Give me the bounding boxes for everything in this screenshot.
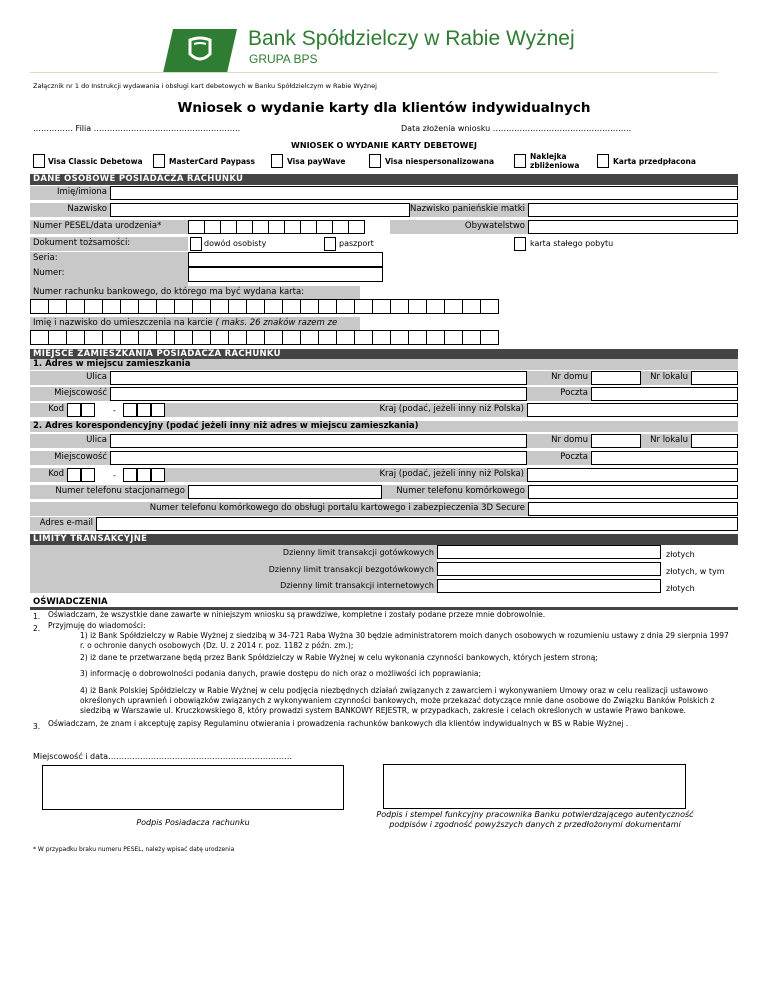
flat2-input[interactable] [691,434,738,448]
number-label: Numer: [30,267,188,282]
account-digit-cell[interactable] [84,299,103,314]
limit-cash-label: Dzienny limit transakcji gotówkowych [282,548,434,557]
first-name-label: Imię/imiona [30,186,110,200]
statement-1: Oświadczam, że wszystkie dane zawarte w niniejszym wniosku są prawdziwe, kompletne i zostały podane przeze mnie dobrowolnie. [48,610,546,619]
account-digit-cell[interactable] [408,299,427,314]
residence-card-checkbox[interactable] [514,237,526,251]
series-input[interactable] [188,252,383,267]
pesel-cell[interactable] [284,220,301,234]
code2-cell-4[interactable] [137,468,151,482]
maiden-name-input[interactable] [528,203,738,217]
section-residence: MIEJSCE ZAMIESZKANIA POSIADACZA RACHUNKU [30,349,738,360]
mobile-input[interactable] [528,485,738,499]
bank-group: GRUPA BPS [249,52,318,66]
attachment-note: Załącznik nr 1 do Instrukcji wydawania i obsługi kart debetowych w Banku Spółdzielczym w Rabie Wyżnej [33,82,377,90]
series-label: Seria: [30,252,188,267]
surname-input[interactable] [110,203,410,217]
footnote: * W przypadku braku numeru PESEL, należy wpisać datę urodzenia [33,846,235,853]
account-digit-cell[interactable] [192,299,211,314]
account-digit-cell[interactable] [246,299,265,314]
pesel-cell[interactable] [332,220,349,234]
code1-cell-1[interactable] [67,403,81,417]
holder-signature-box[interactable] [42,765,344,810]
visa-paywave-label: Visa payWave [287,157,346,166]
pesel-cell[interactable] [316,220,333,234]
account-digit-cell[interactable] [156,299,175,314]
statement-1-num: 1. [33,612,41,621]
account-digit-cell[interactable] [138,299,157,314]
section-statements: OŚWIADCZENIA [33,597,108,607]
city2-input[interactable] [110,451,527,465]
account-digit-cell[interactable] [354,299,373,314]
id-card-label: dowód osobisty [204,239,267,248]
card-name-char-cell[interactable] [318,330,337,345]
limit-internet-label: Dzienny limit transakcji internetowych [280,581,434,590]
code1-label: Kod [30,403,67,417]
card-name-char-cell[interactable] [30,330,49,345]
pesel-cell[interactable] [204,220,221,234]
card-name-char-cell[interactable] [444,330,463,345]
post2-input[interactable] [591,451,738,465]
passport-label: paszport [339,239,374,248]
city1-input[interactable] [110,387,527,401]
visa-classic-label: Visa Classic Debetowa [48,157,143,166]
card-name-char-cell[interactable] [138,330,157,345]
limit-cash-input[interactable] [437,545,661,559]
account-digit-cell[interactable] [372,299,391,314]
account-digit-cell[interactable] [210,299,229,314]
email-input[interactable] [96,517,738,531]
sticker-checkbox[interactable] [514,154,526,168]
flat2-label: Nr lokalu [641,434,691,448]
card-name-hint: ( maks. 26 znaków razem ze [215,318,338,328]
limit-cashless-input[interactable] [437,562,661,576]
account-digit-cell[interactable] [102,299,121,314]
code2-label: Kod [30,468,67,482]
pesel-cell[interactable] [252,220,269,234]
pesel-cell[interactable] [220,220,237,234]
passport-checkbox[interactable] [324,237,336,251]
code1-cell-2[interactable] [81,403,95,417]
mastercard-label: MasterCard Paypass [169,157,255,166]
card-name-char-cell[interactable] [120,330,139,345]
landline-input[interactable] [188,485,382,499]
card-name-char-cell[interactable] [354,330,373,345]
number-input[interactable] [188,267,383,282]
account-digit-cell[interactable] [462,299,481,314]
surname-label: Nazwisko [30,203,110,217]
account-digit-cell[interactable] [480,299,499,314]
limit-internet-unit: złotych [666,584,695,593]
card-name-char-cell[interactable] [192,330,211,345]
prepaid-checkbox[interactable] [597,154,609,168]
house2-label: Nr domu [527,434,591,448]
house1-input[interactable] [591,371,641,385]
card-name-char-cell[interactable] [282,330,301,345]
landline-label: Numer telefonu stacjonarnego [30,485,188,499]
citizenship-label: Obywatelstwo [390,220,528,234]
statement-2-1: 1) iż Bank Spółdzielczy w Rabie Wyżnej z siedzibą w 34-721 Raba Wyżna 30 będzie administratorem moich danych osobowych w rozumieniu ustawy z dnia 29 sierpnia 1997 r. o ochronie danych osobowych (Dz. U. z 2014 r. poz. 1182 z późn. zm.); [80,631,729,650]
bank-signature-box[interactable] [383,764,686,809]
post1-input[interactable] [591,387,738,401]
house1-label: Nr domu [527,371,591,385]
pesel-cell[interactable] [188,220,205,234]
mobile-label: Numer telefonu komórkowego [382,485,528,499]
card-name-char-cell[interactable] [408,330,427,345]
street1-input[interactable] [110,371,527,385]
visa-nonpersonal-checkbox[interactable] [369,154,381,168]
residence-card-label: karta stałego pobytu [530,239,614,248]
pesel-cell[interactable] [236,220,253,234]
statement-3-num: 3. [33,722,41,731]
account-digit-cell[interactable] [426,299,445,314]
account-digit-cell[interactable] [282,299,301,314]
prepaid-label: Karta przedpłacona [613,157,696,166]
account-digit-cell[interactable] [390,299,409,314]
statement-2-3: 3) informację o dobrowolności podania danych, prawie dostępu do nich oraz o możliwości ich poprawiania; [80,669,482,678]
code1-cell-4[interactable] [137,403,151,417]
card-name-char-cell[interactable] [390,330,409,345]
street1-label: Ulica [30,371,110,385]
card-name-char-cell[interactable] [174,330,193,345]
pesel-label: Numer PESEL/data urodzenia* [30,220,188,234]
account-digit-cell[interactable] [48,299,67,314]
city2-label: Miejscowość [30,451,110,465]
card-name-label-text: Imię i nazwisko do umieszczenia na karcie [33,318,213,328]
code2-cell-3[interactable] [123,468,137,482]
date-line[interactable]: Data złożenia wniosku ……………………………………………. [401,124,632,133]
code2-cell-1[interactable] [67,468,81,482]
card-name-char-cell[interactable] [264,330,283,345]
bank-signature-label: Podpis i stempel funkcyjny pracownika Banku potwierdzającego autentyczność podpisów i zgodność powyższych danych z przedłożonymi dokumentami [376,810,694,829]
bank-name: Bank Spółdzielczy w Rabie Wyżnej [248,27,575,50]
code2-cell-5[interactable] [151,468,165,482]
holder-signature-label: Podpis Posiadacza rachunku [136,818,250,827]
card-name-char-cell[interactable] [426,330,445,345]
section-personal-data: DANE OSOBOWE POSIADACZA RACHUNKU [30,174,738,185]
limit-internet-input[interactable] [437,579,661,593]
code2-cell-2[interactable] [81,468,95,482]
card-name-char-cell[interactable] [246,330,265,345]
id-document-label: Dokument tożsamości: [30,237,188,251]
account-digit-cell[interactable] [444,299,463,314]
limit-cashless-label: Dzienny limit transakcji bezgotówkowych [268,565,434,574]
address1-heading: 1. Adres w miejscu zamieszkania [30,359,738,370]
city1-label: Miejscowość [30,387,110,401]
citizenship-input[interactable] [528,220,738,234]
account-digit-cell[interactable] [174,299,193,314]
country2-input[interactable] [527,468,738,482]
filia-line[interactable]: …………… Filia ………………………………………………. [33,124,241,133]
visa-nonpersonal-label: Visa niespersonalizowana [385,157,495,166]
card-name-char-cell[interactable] [372,330,391,345]
statement-2-2: 2) iż dane te przetwarzane będą przez Bank Spółdzielczy w Rabie Wyżnej w celu wykonania czynności bankowych, których jestem stroną; [80,653,598,662]
house2-input[interactable] [591,434,641,448]
country2-label: Kraj (podać, jeżeli inny niż Polska) [165,468,527,482]
visa-paywave-checkbox[interactable] [271,154,283,168]
account-digit-cell[interactable] [30,299,49,314]
sticker-label: Naklejka zbliżeniowa [530,152,580,170]
account-digit-cell[interactable] [318,299,337,314]
code1-cell-5[interactable] [151,403,165,417]
flat1-input[interactable] [691,371,738,385]
visa-classic-checkbox[interactable] [33,154,45,168]
id-card-checkbox[interactable] [190,237,202,251]
post2-label: Poczta [527,451,591,465]
bank-logo [163,27,237,75]
statement-2-num: 2. [33,624,41,633]
card-name-char-cell[interactable] [102,330,121,345]
email-label: Adres e-mail [30,517,96,531]
mobile3d-label: Numer telefonu komórkowego do obsługi portalu kartowego i zabezpieczenia 3D Secure [30,502,528,516]
card-name-char-cell[interactable] [66,330,85,345]
account-digit-cell[interactable] [120,299,139,314]
place-date-line[interactable]: Miejscowość i data…………………………………………………………… [33,752,293,761]
statement-3: Oświadczam, że znam i akceptuję zapisy Regulaminu otwierania i prowadzenia rachunków bankowych dla klientów indywidualnych w BS w Rabie Wyżnej . [48,719,629,728]
pesel-cell[interactable] [300,220,317,234]
header-rule [30,72,718,73]
account-label: Numer rachunku bankowego, do którego ma być wydana karta: [30,286,360,299]
first-name-input[interactable] [110,186,738,200]
address2-heading: 2. Adres korespondencyjny (podać jeżeli inny niż adres w miejscu zamieszkania) [30,421,738,432]
account-digit-cell[interactable] [264,299,283,314]
code1-cell-3[interactable] [123,403,137,417]
pesel-cell[interactable] [268,220,285,234]
card-name-label [30,317,360,330]
limit-cash-unit: złotych [666,550,695,559]
statement-2-4: 4) iż Bank Polskiej Spółdzielczy w Rabie Wyżnej w celu podjęcia niezbędnych działań związanych z zawarciem i wykonywaniem Umowy oraz w celu realizacji ustawowo określonych uprawnień i obowiązków związanych z wykonywaniem czynności bankowych, może przekazać dotyczące mnie dane osobowe do Związku Banków Polskich z siedzibą w Warszawie ul. Kruczkowskiego 8, który prowadzi system BANKOWY REJESTR, w przypadkach, zakresie i celach określonych w ustawie Prawo bankowe. [80,686,715,715]
country1-label: Kraj (podać, jeżeli inny niż Polska) [165,403,527,417]
account-digit-cell[interactable] [228,299,247,314]
street2-label: Ulica [30,434,110,448]
form-subtitle: WNIOSEK O WYDANIE KARTY DEBETOWEJ [291,141,477,150]
statement-2: Przyjmuję do wiadomości: [48,621,146,630]
pesel-cell[interactable] [348,220,365,234]
card-name-char-cell[interactable] [84,330,103,345]
card-name-char-cell[interactable] [480,330,499,345]
account-digit-cell[interactable] [66,299,85,314]
page-title: Wniosek o wydanie karty dla klientów indywidualnych [177,100,591,116]
card-name-char-cell[interactable] [210,330,229,345]
flat1-label: Nr lokalu [641,371,691,385]
card-name-char-cell[interactable] [336,330,355,345]
limit-cashless-unit: złotych, w tym [666,567,725,576]
code2-dash: - [113,471,116,480]
mastercard-checkbox[interactable] [153,154,165,168]
section-limits: LIMITY TRANSAKCYJNE [30,534,738,545]
maiden-name-label: Nazwisko panieńskie matki [410,203,528,217]
country1-input[interactable] [527,403,738,417]
account-digit-cell[interactable] [300,299,319,314]
code1-dash: - [113,406,116,415]
mobile3d-input[interactable] [528,502,738,516]
street2-input[interactable] [110,434,527,448]
card-name-char-cell[interactable] [48,330,67,345]
post1-label: Poczta [527,387,591,401]
card-name-char-cell[interactable] [300,330,319,345]
card-name-char-cell[interactable] [156,330,175,345]
card-name-char-cell[interactable] [228,330,247,345]
card-name-char-cell[interactable] [462,330,481,345]
account-digit-cell[interactable] [336,299,355,314]
